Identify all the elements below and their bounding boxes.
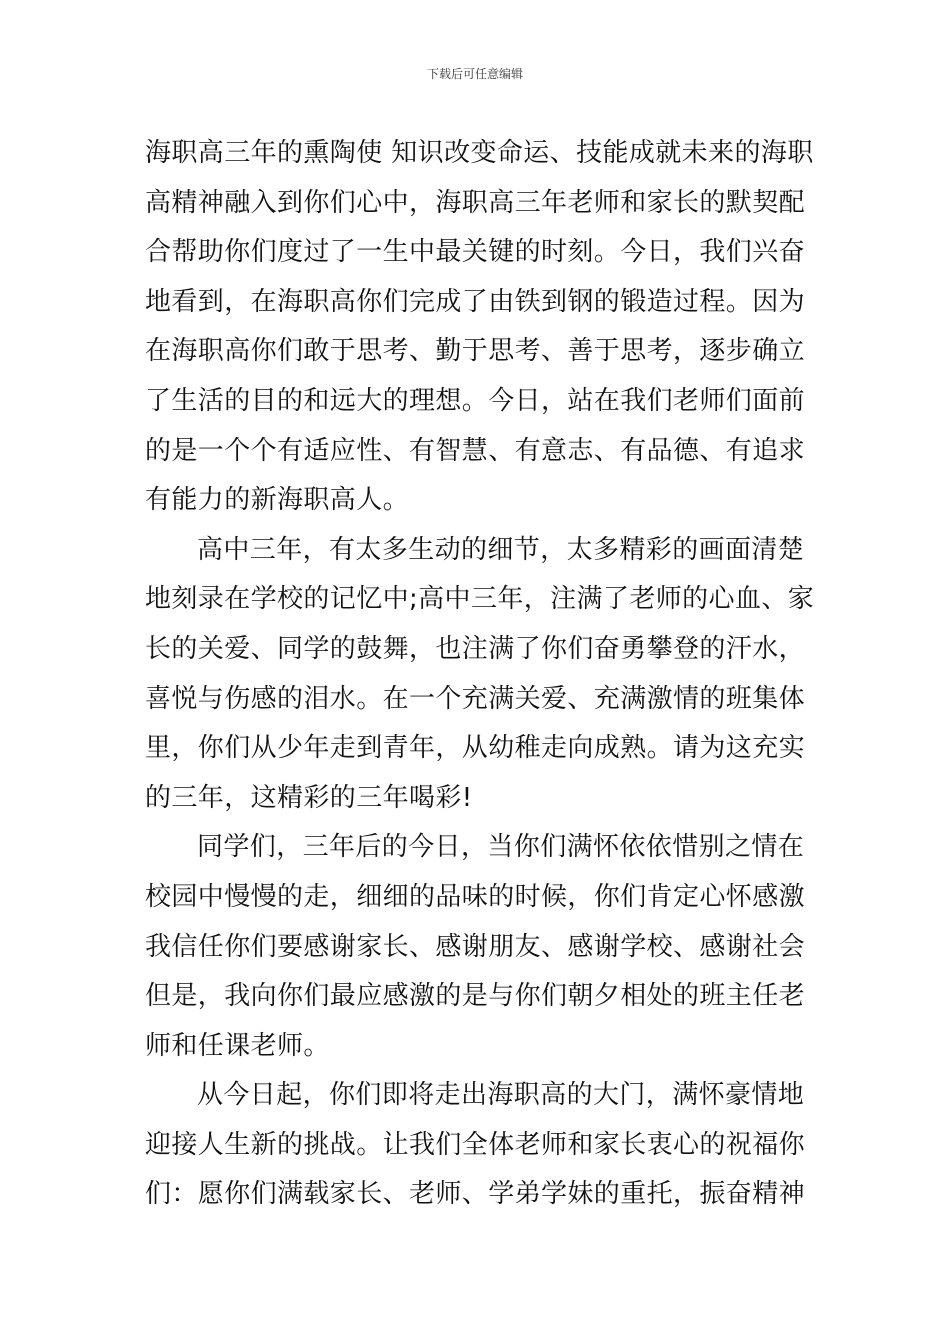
text-line: 里，你们从少年走到青年，从幼稚走向成熟。请为这充实 [145, 733, 806, 764]
text-line: 有能力的新海职高人。 [145, 485, 410, 516]
text-line: 师和任课老师。 [145, 1030, 330, 1061]
document-body [145, 129, 815, 1220]
text-line: 的三年，这精彩的三年喝彩! [145, 782, 473, 813]
text-line: 高精神融入到你们心中，海职高三年老师和家长的默契配 [145, 187, 806, 218]
text-line: 地刻录在学校的记忆中;高中三年，注满了老师的心血、家 [145, 584, 815, 615]
text-line: 在海职高你们敢于思考、勤于思考、善于思考，逐步确立 [145, 336, 806, 367]
text-line: 了生活的目的和远大的理想。今日，站在我们老师们面前 [145, 385, 806, 416]
text-line: 喜悦与伤感的泪水。在一个充满关爱、充满激情的班集体 [145, 683, 806, 714]
text-line: 合帮助你们度过了一生中最关键的时刻。今日，我们兴奋 [145, 237, 806, 268]
text-line: 迎接人生新的挑战。让我们全体老师和家长衷心的祝福你 [145, 1129, 806, 1160]
paragraph-start-line: 高中三年，有太多生动的细节，太多精彩的画面清楚 [197, 534, 805, 565]
paragraph-start-line: 同学们，三年后的今日，当你们满怀依依惜别之情在 [197, 832, 805, 863]
text-line: 长的关爱、同学的鼓舞，也注满了你们奋勇攀登的汗水， [145, 633, 806, 664]
paragraph-start-line: 从今日起，你们即将走出海职高的大门，满怀豪情地 [197, 1080, 805, 1111]
text-line: 但是，我向你们最应感激的是与你们朝夕相处的班主任老 [145, 981, 806, 1012]
page-header: 下载后可任意编辑 [426, 67, 523, 81]
text-line: 校园中慢慢的走，细细的品味的时候，你们肯定心怀感激 [145, 881, 806, 912]
text-line: 海职高三年的熏陶使 知识改变命运、技能成就未来的海职 [145, 138, 814, 168]
text-line: 我信任你们要感谢家长、感谢朋友、感谢学校、感谢社会 [145, 931, 806, 962]
text-line: 们：愿你们满载家长、老师、学弟学妹的重托，振奋精神 [145, 1179, 806, 1210]
text-line: 的是一个个有适应性、有智慧、有意志、有品德、有追求 [145, 435, 806, 466]
text-line: 地看到，在海职高你们完成了由铁到钢的锻造过程。因为 [145, 286, 806, 317]
